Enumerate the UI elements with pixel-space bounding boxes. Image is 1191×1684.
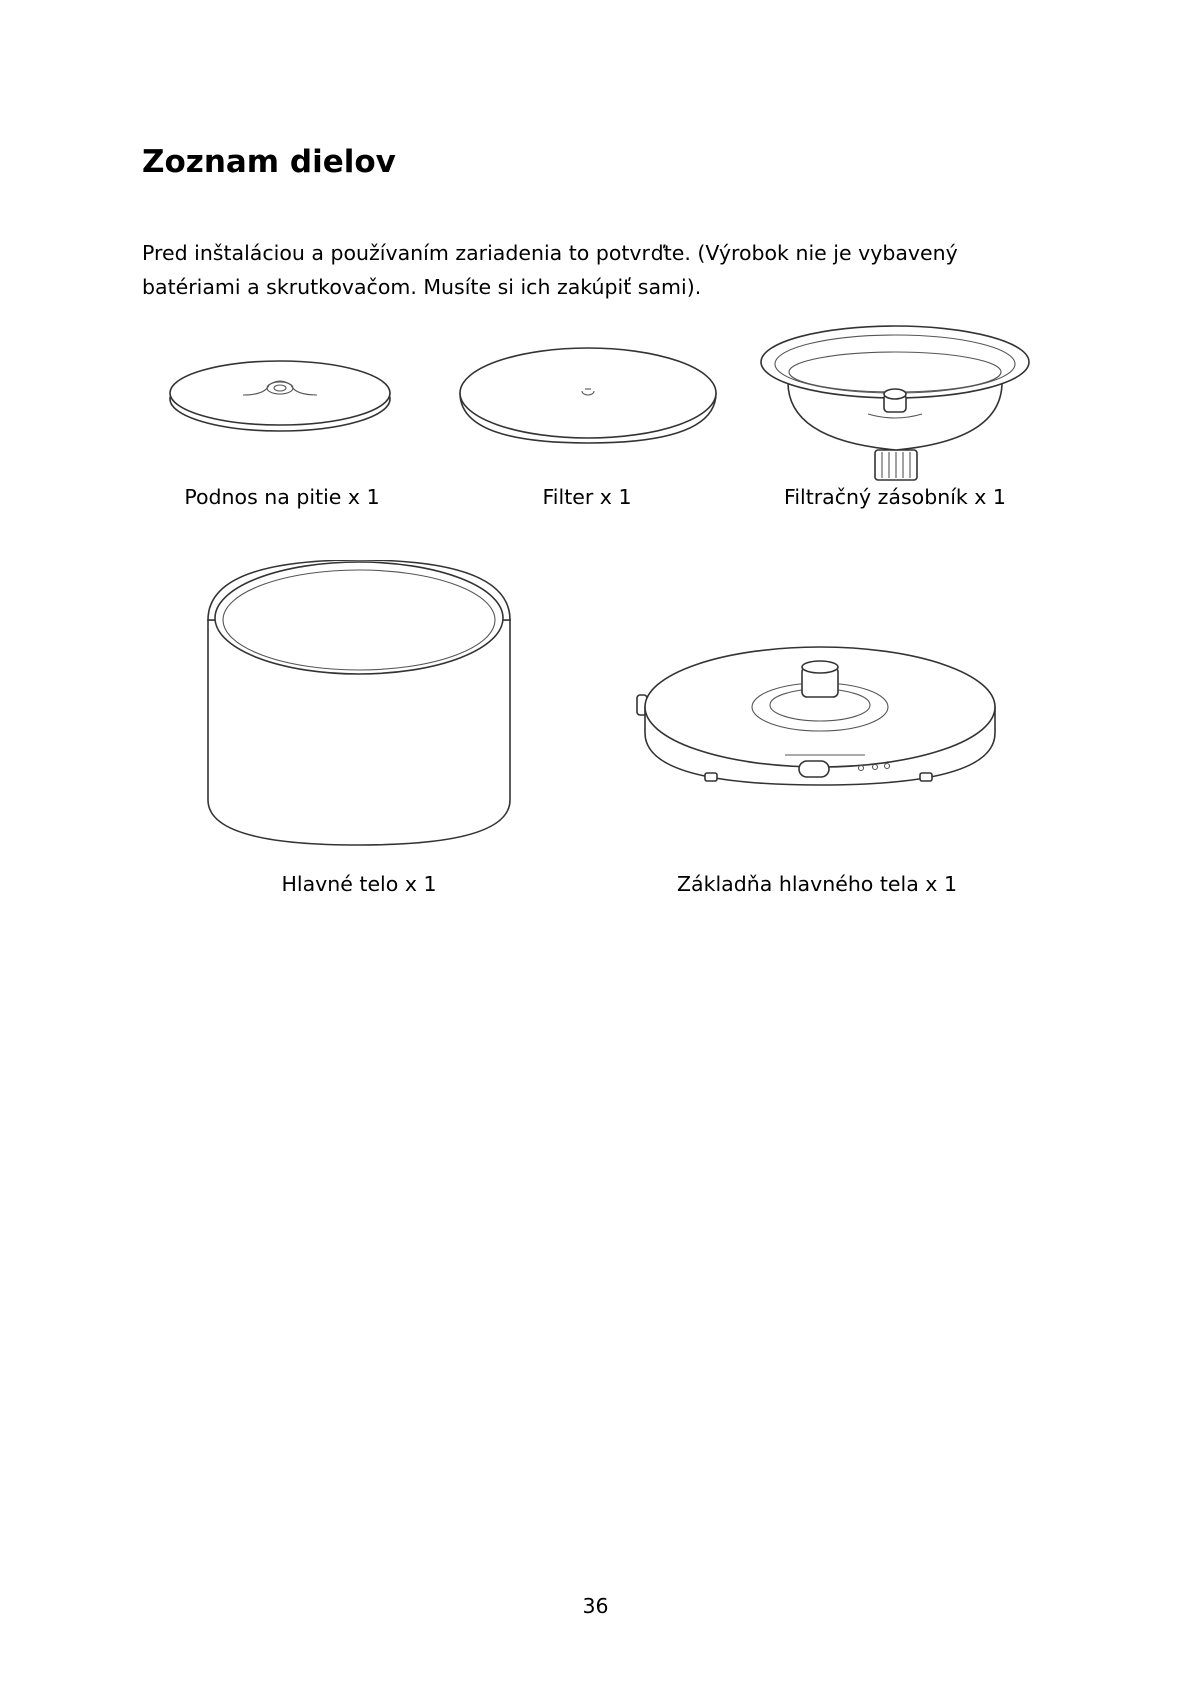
filter-icon xyxy=(458,345,718,445)
part-label-filter-reservoir: Filtračný zásobník x 1 xyxy=(784,485,1006,509)
page-title: Zoznam dielov xyxy=(142,144,396,180)
filter-reservoir-icon xyxy=(758,322,1033,482)
part-label-drinking-tray: Podnos na pitie x 1 xyxy=(184,485,380,509)
main-body-base-icon xyxy=(635,645,1005,795)
main-body-icon xyxy=(204,560,514,850)
intro-paragraph: Pred inštaláciou a používaním zariadenia to potvrďte. (Výrobok nie je vybavený batériami a skrutkovačom. Musíte si ich zakúpiť sami). xyxy=(142,241,958,299)
part-label-main-body: Hlavné telo x 1 xyxy=(281,872,437,896)
part-label-filter: Filter x 1 xyxy=(542,485,632,509)
drinking-tray-icon xyxy=(165,355,395,435)
part-label-main-body-base: Základňa hlavného tela x 1 xyxy=(677,872,957,896)
page-number: 36 xyxy=(582,1594,609,1618)
